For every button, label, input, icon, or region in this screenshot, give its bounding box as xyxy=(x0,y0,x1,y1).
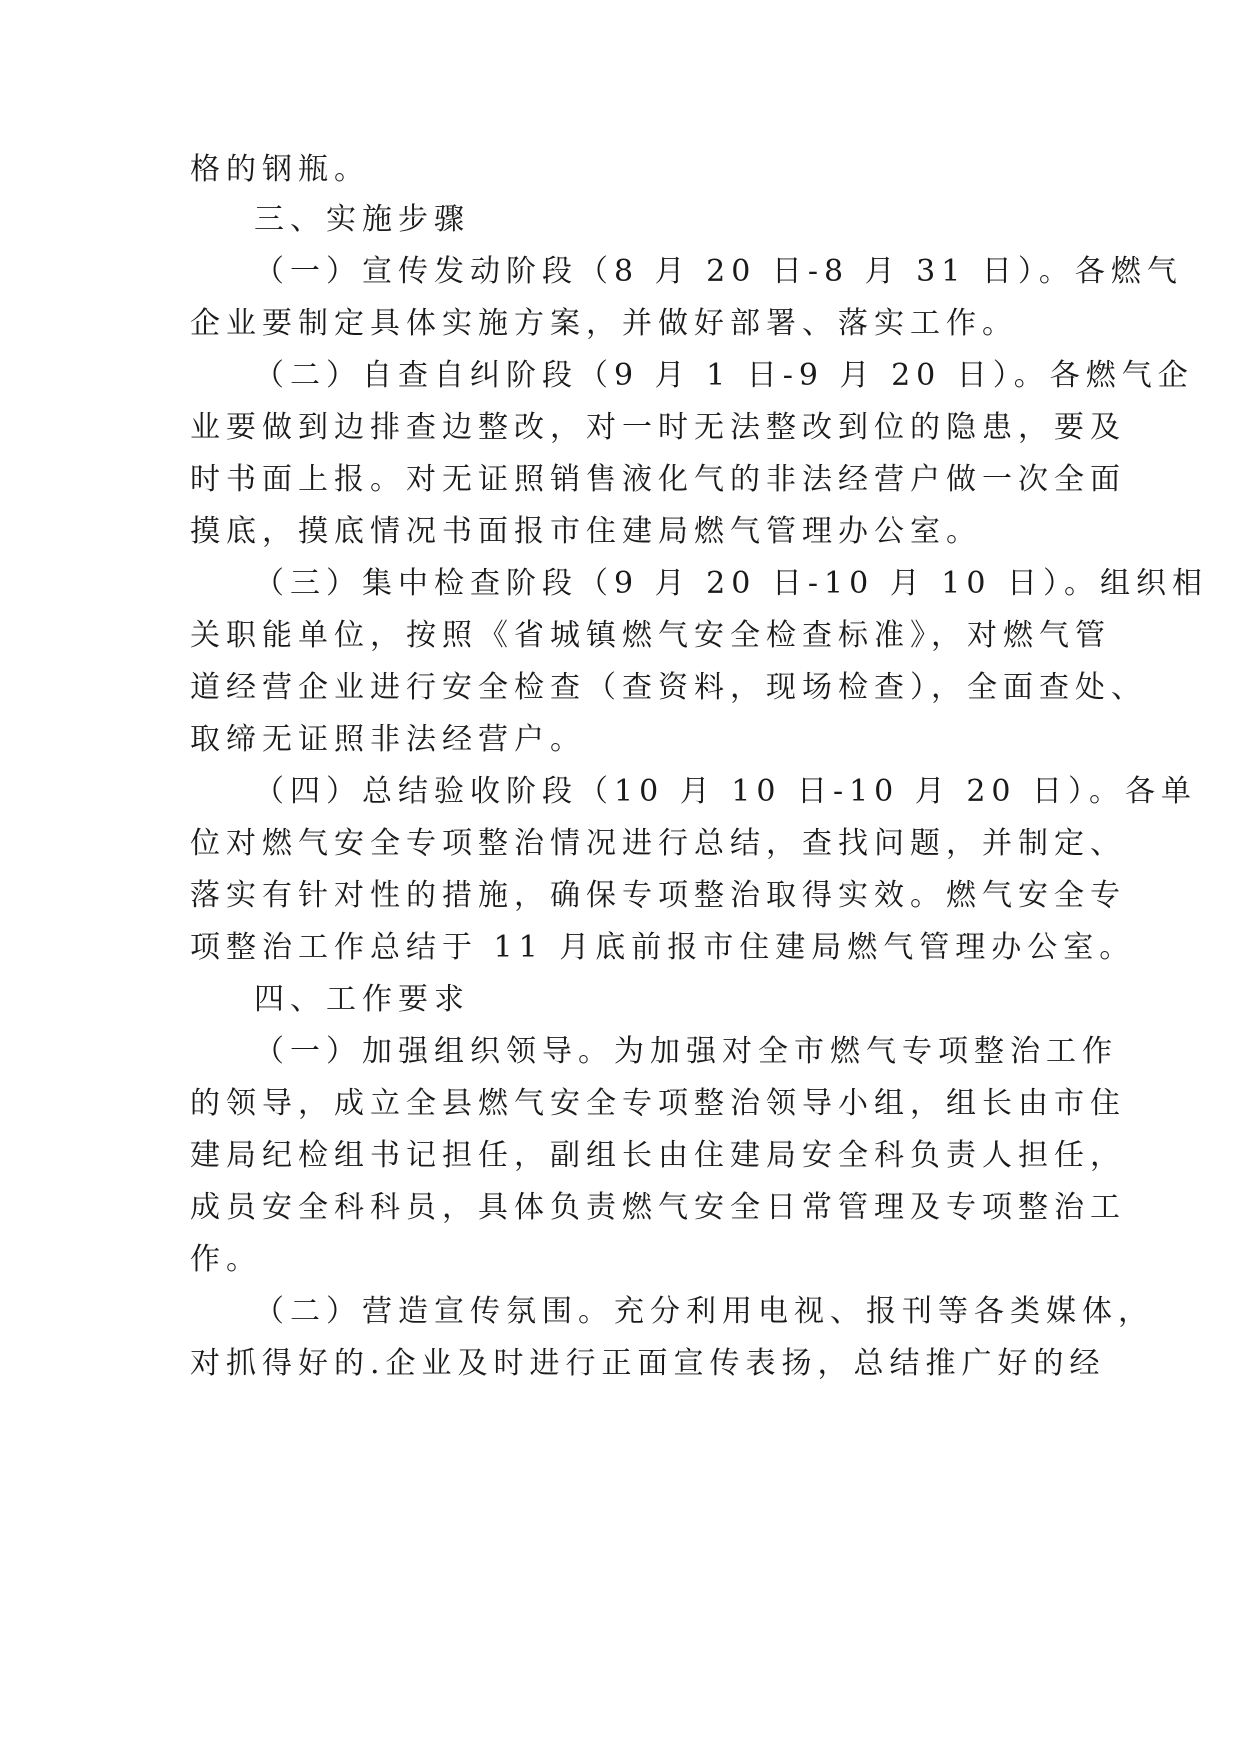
section-heading: 四、工作要求 xyxy=(254,982,470,1017)
body-line: （二）自查自纠阶段（9 月 1 日-9 月 20 日）。各燃气企 xyxy=(254,358,1194,393)
body-line: 的领导，成立全县燃气安全专项整治领导小组，组长由市住 xyxy=(190,1086,1126,1121)
body-line: 作。 xyxy=(190,1242,262,1277)
body-line: （三）集中检查阶段（9 月 20 日-10 月 10 日）。组织相 xyxy=(254,566,1208,601)
body-line: 项整治工作总结于 11 月底前报市住建局燃气管理办公室。 xyxy=(190,930,1136,965)
body-line: （四）总结验收阶段（10 月 10 日-10 月 20 日）。各单 xyxy=(254,774,1198,809)
body-line: 对抓得好的.企业及时进行正面宣传表扬，总结推广好的经 xyxy=(190,1346,1106,1381)
body-line: 建局纪检组书记担任，副组长由住建局安全科负责人担任， xyxy=(190,1138,1126,1173)
body-line: 道经营企业进行安全检查（查资料，现场检查），全面查处、 xyxy=(190,670,1147,705)
body-line: 业要做到边排查边整改，对一时无法整改到位的隐患，要及 xyxy=(190,410,1126,445)
body-line: 企业要制定具体实施方案，并做好部署、落实工作。 xyxy=(190,306,1018,341)
body-line: 格的钢瓶。 xyxy=(190,152,370,187)
body-line: 成员安全科科员，具体负责燃气安全日常管理及专项整治工 xyxy=(190,1190,1126,1225)
section-heading: 三、实施步骤 xyxy=(254,202,470,237)
body-line: （二）营造宣传氛围。充分利用电视、报刊等各类媒体， xyxy=(254,1294,1154,1329)
body-line: （一）宣传发动阶段（8 月 20 日-8 月 31 日）。各燃气 xyxy=(254,254,1183,289)
body-line: 摸底，摸底情况书面报市住建局燃气管理办公室。 xyxy=(190,514,982,549)
body-line: （一）加强组织领导。为加强对全市燃气专项整治工作 xyxy=(254,1034,1118,1069)
body-line: 位对燃气安全专项整治情况进行总结，查找问题，并制定、 xyxy=(190,826,1126,861)
body-line: 关职能单位，按照《省城镇燃气安全检查标准》，对燃气管 xyxy=(190,618,1111,653)
body-line: 落实有针对性的措施，确保专项整治取得实效。燃气安全专 xyxy=(190,878,1126,913)
body-line: 时书面上报。对无证照销售液化气的非法经营户做一次全面 xyxy=(190,462,1126,497)
body-line: 取缔无证照非法经营户。 xyxy=(190,722,586,757)
